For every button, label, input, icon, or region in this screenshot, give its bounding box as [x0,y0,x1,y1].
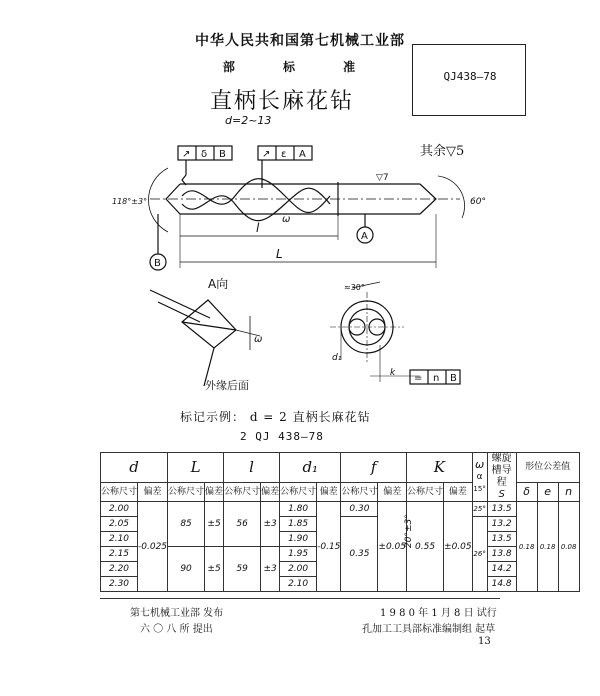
d1-value: 2.00 [280,562,317,577]
ministry-title: 中华人民共和国第七机械工业部 [195,33,405,49]
dim-w-label: ω [282,214,291,225]
datum-a-label: A [361,231,368,242]
col-L: L [168,453,224,483]
alpha-value: 26° [472,517,487,592]
d1-value: 1.85 [280,517,317,532]
table-row [101,502,580,517]
S-value: 14.2 [487,562,516,577]
sub-d-nom: 公称尺寸 [101,482,138,501]
S-value: 14.8 [487,577,516,592]
view-w-label: ω [254,334,263,345]
S-value: 13.5 [487,502,516,517]
d-value: 2.10 [101,532,138,547]
sub-L-dev: 偏差 [205,482,224,501]
sub-f-dev: 偏差 [378,482,407,501]
frame1-sym: ↗ [182,149,191,160]
outer-edge-note: 外缘后面 [205,379,249,392]
alpha-value: 25° [472,502,487,517]
S-value: 13.2 [487,517,516,532]
sub-d1-dev: 偏差 [317,482,341,501]
sub-K-dev: 偏差 [444,482,473,501]
S-value: 13.8 [487,547,516,562]
standard-number: QJ438—78 [443,70,497,83]
dim-l-label: l [256,221,260,235]
document-title: 直柄长麻花钻 [210,89,355,114]
L-value: 90 [168,547,205,592]
section-k-label: k [390,368,396,378]
drafted-by: 孔加工工具部标准编制组 起草 [362,624,496,635]
l-dev: ±3 [261,547,280,592]
f-dev: ±0.05 [378,502,407,592]
col-d: d [101,453,168,483]
frame3-n: n [433,373,440,384]
frame2-e: ε [281,149,287,160]
n-value: 0.08 [558,502,579,592]
K-value: 0.55 [407,502,444,592]
frame2-sym: ↗ [262,149,271,160]
sub-K-nom: 公称尺寸 [407,482,444,501]
sub-l-nom: 公称尺寸 [224,482,261,501]
e-value: 0.18 [537,502,558,592]
S-label: S [498,489,505,500]
d-value: 2.00 [101,502,138,517]
frame2-datum: A [299,149,306,160]
alpha-note: 15° [473,485,486,493]
f-value: 0.35 [341,517,378,592]
col-alpha [472,453,487,502]
d1-value: 1.95 [280,547,317,562]
L-value: 85 [168,502,205,547]
col-geom-tol: 形位公差值 [516,453,579,483]
d1-value: 1.90 [280,532,317,547]
frame1-datum: B [219,149,226,160]
date-trial: 1 9 8 0 年 1 月 8 日 试行 [380,608,497,619]
f-value: 0.30 [341,502,378,517]
d-value: 2.15 [101,547,138,562]
sub-delta: δ [516,482,537,501]
marking-code: 2 QJ 438—78 [240,430,324,443]
diameter-range: d=2~13 [225,114,272,127]
alpha-head: α [476,472,483,482]
frame1-delta: δ [201,149,208,160]
finish-right-label: ▽7 [376,173,389,183]
d1-value: 2.10 [280,577,317,592]
footer-rule [100,598,500,599]
frame3-sym: = [414,373,423,384]
marking-example: 标记示例： d = 2 直柄长麻花钻 [180,410,371,424]
frame3-datum: B [450,373,457,384]
page-number: 13 [478,636,491,647]
l-dev: ±3 [261,502,280,547]
d-value: 2.05 [101,517,138,532]
drill-body [150,179,460,221]
sub-l-dev: 偏差 [261,482,280,501]
d1-dev: -0.15 [317,502,341,592]
col-w: ω [475,458,485,471]
sub-d1-nom: 公称尺寸 [280,482,317,501]
dim-L-label: L [276,247,283,261]
d1-value: 1.80 [280,502,317,517]
helix-lead-label: 螺旋槽导程 [491,453,512,488]
K-dev: ±0.05 [444,502,473,592]
col-d1: d₁ [280,453,341,483]
col-K: K [407,453,473,483]
d-dev: -0.025 [138,502,168,592]
surface-finish-note: 其余▽5 [420,144,465,159]
datum-b-label: B [154,258,161,269]
angle-right-label: 60° [470,197,486,207]
omega-value: 20°±3° [404,514,414,548]
col-l: l [224,453,280,483]
cross-section [330,282,423,384]
section-d1-label: d₁ [332,353,342,363]
L-dev: ±5 [205,547,224,592]
l-value: 56 [224,502,261,547]
delta-value: 0.18 [516,502,537,592]
col-S [487,453,516,502]
L-dev: ±5 [205,502,224,547]
angle-left-label: 118°±3° [112,197,148,206]
d-value: 2.20 [101,562,138,577]
sub-f-nom: 公称尺寸 [341,482,378,501]
S-value: 13.5 [487,532,516,547]
dept-standard-label: 部 标 准 [222,60,378,74]
spec-table [100,452,580,592]
d-value: 2.30 [101,577,138,592]
sub-e: e [537,482,558,501]
sub-d-dev: 偏差 [138,482,168,501]
view-a-detail [150,290,263,386]
sub-L-nom: 公称尺寸 [168,482,205,501]
proposed-by: 六 〇 八 所 提出 [140,624,213,635]
issued-by: 第七机械工业部 发布 [130,608,224,619]
col-f: f [341,453,407,483]
l-value: 59 [224,547,261,592]
view-a-title: A向 [208,277,229,291]
section-angle-label: ≈30° [344,283,365,292]
sub-n: n [558,482,579,501]
